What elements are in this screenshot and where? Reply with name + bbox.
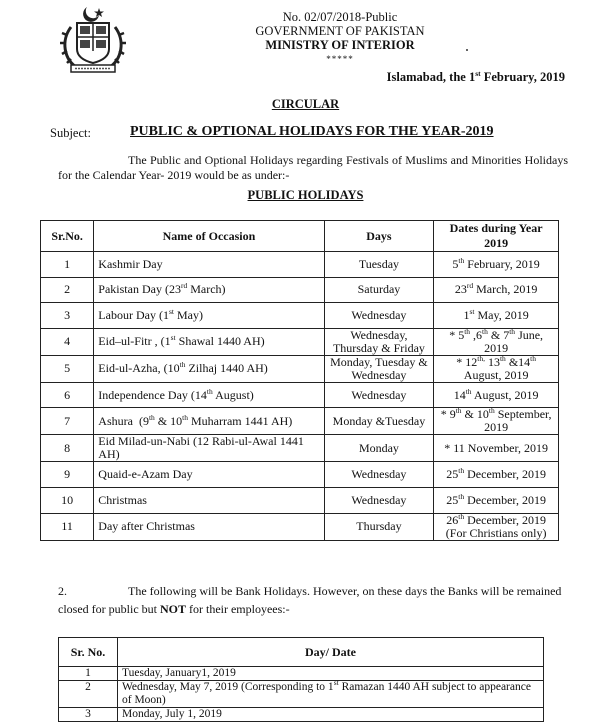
reference-number: No. 02/07/2018-Public <box>282 10 398 24</box>
public-holidays-table <box>40 220 559 541</box>
cell-date: 25th December, 2019 <box>434 462 559 488</box>
cell-date: 26th December, 2019 (For Christians only) <box>434 513 559 540</box>
cell-occasion: Quaid-e-Azam Day <box>94 462 324 488</box>
cell-date: 14th August, 2019 <box>434 382 559 408</box>
table-row <box>59 681 544 708</box>
col-header-occasion: Name of Occasion <box>94 221 324 252</box>
cell-days: Wednesday <box>324 303 434 329</box>
table-row <box>41 408 559 435</box>
circular-heading: CIRCULAR <box>271 97 340 111</box>
cell-date: * 11 November, 2019 <box>434 435 559 462</box>
cell-days: Monday &Tuesday <box>324 408 434 435</box>
table-row <box>41 355 559 382</box>
table-header-row <box>59 638 544 667</box>
cell-occasion: Eid-ul-Azha, (10th Zilhaj 1440 AH) <box>94 355 324 382</box>
cell-date: 23rd March, 2019 <box>434 277 559 303</box>
table-row <box>41 303 559 329</box>
table-row <box>41 435 559 462</box>
cell-srno: 3 <box>59 708 118 722</box>
cell-srno: 10 <box>41 487 94 513</box>
cell-days: Saturday <box>324 277 434 303</box>
cell-occasion: Christmas <box>94 487 324 513</box>
cell-days: Wednesday <box>324 462 434 488</box>
col-header-srno: Sr. No. <box>59 638 118 667</box>
cell-srno: 3 <box>41 303 94 329</box>
table-row <box>41 328 559 355</box>
subject-label: Subject: <box>50 126 91 140</box>
col-header-srno: Sr.No. <box>41 221 94 252</box>
cell-srno: 9 <box>41 462 94 488</box>
cell-srno: 1 <box>59 667 118 681</box>
cell-srno: 2 <box>59 681 118 708</box>
cell-day-date: Wednesday, May 7, 2019 (Corresponding to 1st Ramazan 1440 AH subject to appearance of Moon) <box>118 681 544 708</box>
cell-date: 5th February, 2019 <box>434 252 559 278</box>
government-title: GOVERNMENT OF PAKISTAN <box>255 24 425 38</box>
cell-occasion: Labour Day (1st May) <box>94 303 324 329</box>
cell-srno: 5 <box>41 355 94 382</box>
cell-date: 1st May, 2019 <box>434 303 559 329</box>
cell-occasion: Independence Day (14th August) <box>94 382 324 408</box>
cell-occasion: Day after Christmas <box>94 513 324 540</box>
table-header-row <box>41 221 559 252</box>
table-row <box>41 487 559 513</box>
cell-days: Thursday <box>324 513 434 540</box>
scan-dot <box>466 49 468 51</box>
cell-date: * $12^{th,}$ 13th &14th August, 2019 <box>434 355 559 382</box>
col-header-dates: Dates during Year 2019 <box>434 221 559 252</box>
cell-days: Monday, Tuesday & Wednesday <box>324 355 434 382</box>
col-header-day-date: Day/ Date <box>118 638 544 667</box>
cell-days: Wednesday, Thursday & Friday <box>324 328 434 355</box>
cell-days: Monday <box>324 435 434 462</box>
table-row <box>41 382 559 408</box>
table-row <box>41 513 559 540</box>
cell-srno: 8 <box>41 435 94 462</box>
bank-holidays-table <box>58 637 544 722</box>
government-emblem <box>57 5 129 75</box>
cell-days: Wednesday <box>324 382 434 408</box>
cell-date: * 5th ,6th & 7th June, 2019 <box>434 328 559 355</box>
intro-paragraph: The Public and Optional Holidays regarding Festivals of Muslims and Minorities Holidays for the Calendar Year- 2019 would be as under:- <box>58 153 568 182</box>
cell-occasion: Kashmir Day <box>94 252 324 278</box>
table-row <box>41 252 559 278</box>
cell-srno: 4 <box>41 328 94 355</box>
table-row <box>41 277 559 303</box>
cell-date: 25th December, 2019 <box>434 487 559 513</box>
subject-title: PUBLIC & OPTIONAL HOLIDAYS FOR THE YEAR-2019 <box>130 124 494 139</box>
cell-srno: 2 <box>41 277 94 303</box>
cell-srno: 1 <box>41 252 94 278</box>
cell-date: * 9th & 10th September, 2019 <box>434 408 559 435</box>
public-holidays-heading: PUBLIC HOLIDAYS <box>247 188 364 202</box>
cell-occasion: Eid Milad-un-Nabi (12 Rabi-ul-Awal 1441 AH) <box>94 435 324 462</box>
cell-day-date: Tuesday, January1, 2019 <box>118 667 544 681</box>
cell-srno: 7 <box>41 408 94 435</box>
cell-occasion: Pakistan Day (23rd March) <box>94 277 324 303</box>
col-header-days: Days <box>324 221 434 252</box>
cell-srno: 11 <box>41 513 94 540</box>
cell-srno: 6 <box>41 382 94 408</box>
bank-holidays-paragraph: 2. The following will be Bank Holidays. However, on these days the Banks will be remained closed for public but NOT for their employees:- <box>58 584 562 616</box>
cell-day-date: Monday, July 1, 2019 <box>118 708 544 722</box>
cell-days: Tuesday <box>324 252 434 278</box>
cell-occasion: Eid–ul-Fitr , (1st Shawal 1440 AH) <box>94 328 324 355</box>
issue-date: Islamabad, the 1st February, 2019 <box>386 68 565 84</box>
cell-occasion: Ashura (9th & 10th Muharram 1441 AH) <box>94 408 324 435</box>
ministry-title: MINISTRY OF INTERIOR <box>265 38 415 52</box>
table-row <box>41 462 559 488</box>
cell-days: Wednesday <box>324 487 434 513</box>
table-row <box>59 708 544 722</box>
header-stars: ***** <box>326 54 354 64</box>
table-row <box>59 667 544 681</box>
